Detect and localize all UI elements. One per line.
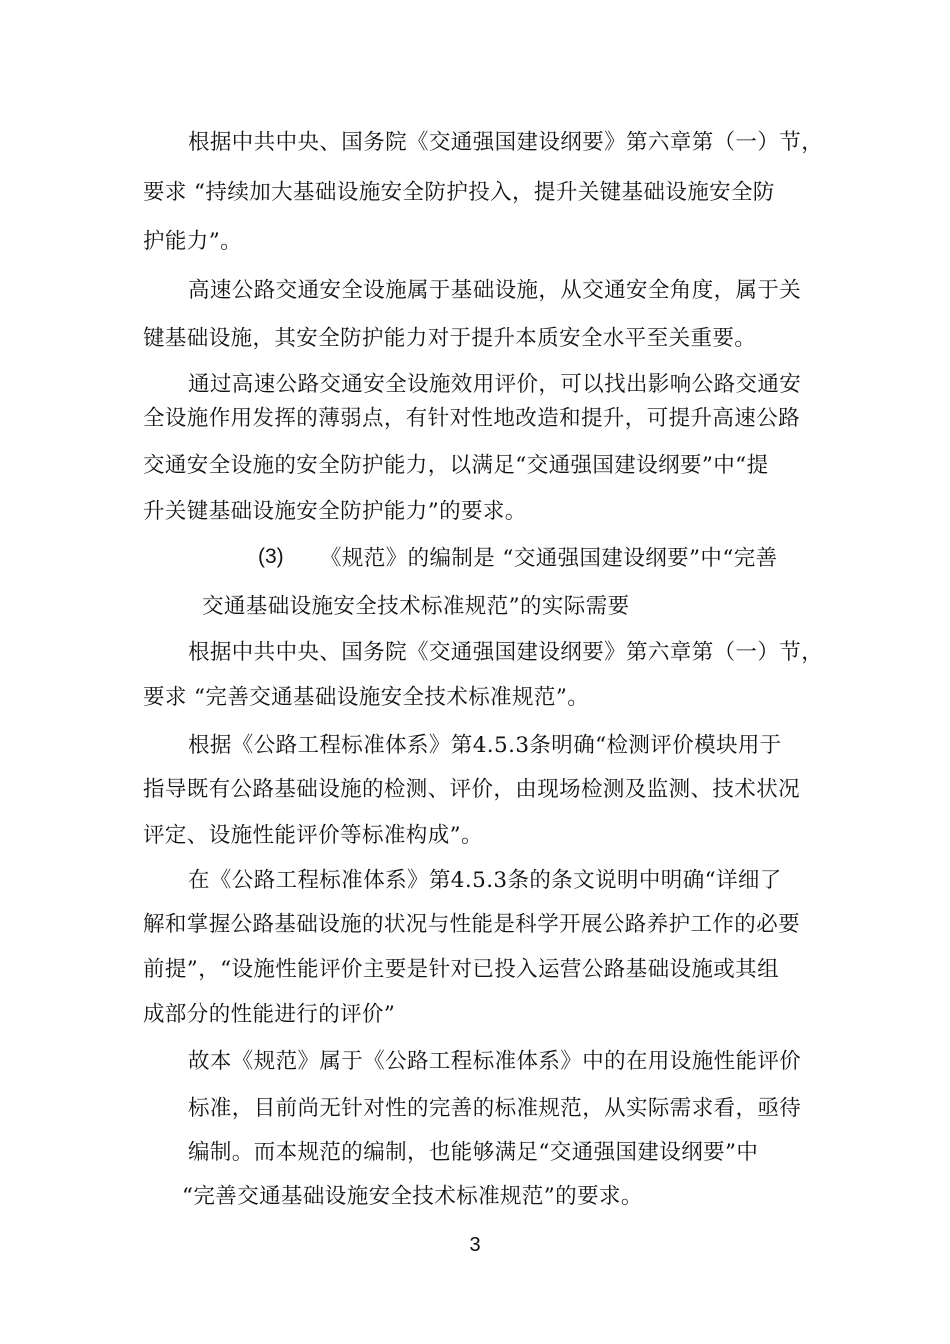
section-heading-line-1: 《规范》的编制是 “交通强国建设纲要”中“完善 <box>320 546 778 571</box>
paragraph-6-line-1: 根据《公路工程标准体系》第4.5.3条明确“检测评价模块用于 <box>188 733 782 758</box>
paragraph-3-line-3: 交通安全设施的安全防护能力，以满足“交通强国建设纲要”中“提 <box>143 453 769 478</box>
paragraph-7-line-1: 在《公路工程标准体系》第4.5.3条的条文说明中明确“详细了 <box>188 868 782 893</box>
paragraph-1-line-1: 根据中共中央、国务院《交通强国建设纲要》第六章第（一）节， <box>188 130 824 155</box>
paragraph-3-line-2: 全设施作用发挥的薄弱点，有针对性地改造和提升，可提升高速公路 <box>143 406 801 431</box>
section-number: (3) <box>258 545 284 568</box>
section-heading-line-2: 交通基础设施安全技术标准规范”的实际需要 <box>202 594 630 619</box>
paragraph-6-line-2: 指导既有公路基础设施的检测、评价，由现场检测及监测、技术状况 <box>143 777 801 802</box>
paragraph-8-line-3: 编制。而本规范的编制，也能够满足“交通强国建设纲要”中 <box>188 1140 759 1165</box>
paragraph-3-line-1: 通过高速公路交通安全设施效用评价，可以找出影响公路交通安 <box>188 372 802 397</box>
paragraph-5-line-1: 根据中共中央、国务院《交通强国建设纲要》第六章第（一）节， <box>188 640 824 665</box>
paragraph-1-line-3: 护能力”。 <box>143 229 242 254</box>
paragraph-5-line-2: 要求 “完善交通基础设施安全技术标准规范”。 <box>143 685 590 710</box>
paragraph-8-line-4: “完善交通基础设施安全技术标准规范”的要求。 <box>182 1184 643 1209</box>
paragraph-7-line-3: 前提”，“设施性能评价主要是针对已投入运营公路基础设施或其组 <box>143 957 779 982</box>
paragraph-3-line-4: 升关键基础设施安全防护能力”的要求。 <box>143 499 527 524</box>
paragraph-6-line-3: 评定、设施性能评价等标准构成”。 <box>143 823 483 848</box>
paragraph-7-line-2: 解和掌握公路基础设施的状况与性能是科学开展公路养护工作的必要 <box>143 912 801 937</box>
page-number: 3 <box>469 1234 481 1256</box>
paragraph-2-line-2: 键基础设施，其安全防护能力对于提升本质安全水平至关重要。 <box>143 326 757 351</box>
paragraph-7-line-4: 成部分的性能进行的评价” <box>143 1002 396 1027</box>
paragraph-2-line-1: 高速公路交通安全设施属于基础设施，从交通安全角度，属于关 <box>188 278 802 303</box>
paragraph-8-line-1: 故本《规范》属于《公路工程标准体系》中的在用设施性能评价 <box>188 1049 802 1074</box>
paragraph-1-line-2: 要求 “持续加大基础设施安全防护投入，提升关键基础设施安全防 <box>143 180 775 205</box>
paragraph-8-line-2: 标准，目前尚无针对性的完善的标准规范，从实际需求看，亟待 <box>188 1096 802 1121</box>
